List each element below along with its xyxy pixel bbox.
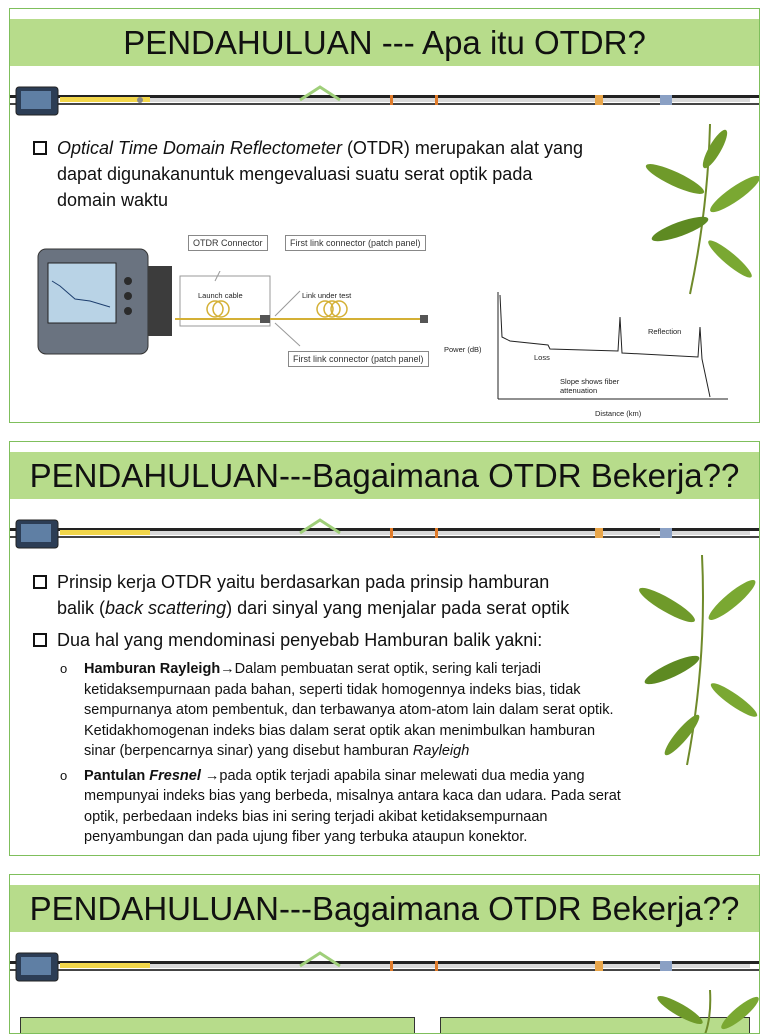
slide1-body [30, 135, 630, 213]
bamboo-leaves-decoration [622, 550, 760, 770]
term-italic: Optical Time Domain Reflectometer [57, 138, 342, 158]
otdr-header-strip [10, 81, 760, 121]
slide-1 [9, 8, 760, 423]
term-bold-italic: Fresnel [149, 767, 201, 784]
bamboo-leaves-decoration [620, 119, 760, 299]
callout-first-link-top: First link connector (patch panel) [285, 235, 426, 251]
bullet-text: Prinsip kerja OTDR yaitu berdasarkan pada prinsip hamburan [57, 572, 550, 592]
bullet-item [30, 135, 630, 213]
slide-title: PENDAHULUAN --- Apa itu OTDR? [10, 19, 759, 66]
bullet-text: dapat digunakanuntuk mengevaluasi suatu serat optik pada [57, 164, 533, 184]
term-bold: Pantulan [84, 767, 150, 784]
slide-3 [9, 874, 760, 1034]
reflection-label: Reflection [648, 327, 682, 336]
bullet-item [30, 627, 640, 653]
term-italic: Rayleigh [412, 743, 470, 759]
bamboo-leaves-decoration [640, 985, 760, 1034]
launch-cable-label: Launch cable [198, 291, 243, 300]
slide-title: PENDAHULUAN---Bagaimana OTDR Bekerja?? [10, 452, 759, 499]
loss-label: Loss [534, 353, 550, 362]
slide2-body [30, 569, 640, 848]
callout-first-link-bottom: First link connector (patch panel) [288, 351, 429, 367]
bullet-text: ) dari sinyal yang menjalar pada serat optik [226, 598, 570, 618]
sub-bullet-text: pada optik terjadi apabila sinar melewati dua media yang mempunyai indeks bias yang berbeda, misalnya antara kaca dan udara. Pada serat optik, perbedaan indeks bias ini sering terjadi akibat ketidaksempurnaan penyambungan dan pada ujung fiber yang terbuka ataupun konektor. [84, 767, 621, 845]
bullet-item [30, 569, 640, 621]
bullet-text: Dua hal yang mendominasi penyebab Hamburan balik yakni: [57, 630, 543, 650]
checkbox-bullet-icon [33, 575, 47, 589]
checkbox-bullet-icon [33, 141, 47, 155]
sub-bullet-marker: o [60, 767, 68, 783]
otdr-trace-plot [488, 287, 728, 407]
sub-bullet-marker: o [60, 661, 68, 676]
link-under-test-label: Link under test [302, 291, 352, 300]
term-bold: Hamburan Rayleigh [84, 661, 221, 677]
attenuation-label: attenuation [560, 386, 598, 395]
otdr-header-strip [10, 514, 760, 554]
distance-axis-label: Distance (km) [595, 409, 642, 418]
arrow-icon: → [220, 661, 235, 677]
sub-bullet-fresnel [60, 766, 640, 848]
otdr-device-image [30, 241, 180, 366]
fiber-link-diagram [175, 271, 435, 361]
otdr-header-strip [10, 947, 760, 987]
checkbox-bullet-icon [33, 633, 47, 647]
slide-title: PENDAHULUAN---Bagaimana OTDR Bekerja?? [10, 885, 759, 932]
bullet-text: domain waktu [57, 190, 169, 210]
content-box-left [20, 1017, 415, 1034]
power-axis-label: Power (dB) [444, 345, 482, 354]
arrow-icon: → [200, 767, 220, 784]
callout-otdr-connector: OTDR Connector [188, 235, 268, 251]
slope-label: Slope shows fiber [560, 377, 620, 386]
slide-2 [9, 441, 760, 856]
bullet-text: balik ( [57, 598, 106, 618]
sub-bullet-rayleigh [60, 659, 640, 762]
sub-bullet-text: Dalam pembuatan serat optik, sering kali terjadi ketidaksempurnaan pada bahan, seperti tidak homogennya indeks bias, tidak sempurnanya atom pembentuk, dan terbawanya atom-atom lain dalam serat optik. Ketidakhomogenan indeks bias dalam serat optik akan menimbulkan hamburan sinar (berpencarnya sinar) yang disebut hamburan [84, 661, 614, 759]
term-italic: back scattering [105, 598, 227, 618]
bullet-text: (OTDR) merupakan alat yang [341, 138, 584, 158]
